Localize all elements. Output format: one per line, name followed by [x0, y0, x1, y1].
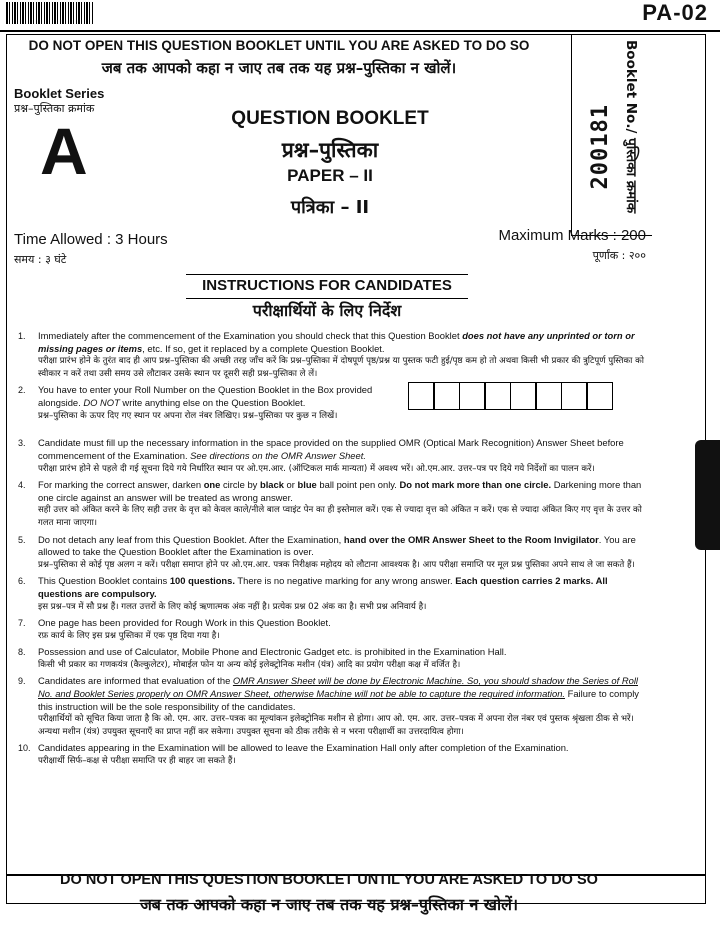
maximum-marks: Maximum Marks : 200 [498, 227, 646, 244]
roll-number-boxes[interactable] [409, 382, 613, 410]
item-number: 10. [18, 743, 31, 754]
instruction-item [14, 534, 646, 572]
item-text-hindi: प्रश्न–पुस्तिका से कोई पृष्ठ अलग न करें। परीक्षा समाप्त होने पर ओ.एम.आर. पत्रक निरीक्षक महोदय को लौटाना आवश्यक है। आप परीक्षा समाप्ति पर मूल प्रश्न पुस्तिका अपने साथ ले जा सकते हैं। [38, 559, 635, 570]
item-text: You have to enter your Roll Number on the Question Booklet in the Box provided alongside. DO NOT write anything else on the Question Booklet. [38, 384, 373, 408]
page-edge-tab [695, 440, 720, 550]
instruction-item [14, 617, 646, 642]
booklet-title-hindi: प्रश्न–पुस्तिका [281, 138, 379, 162]
instruction-item [14, 479, 646, 529]
top-divider [0, 30, 720, 32]
instruction-item [14, 575, 646, 613]
item-text-hindi: परीक्षार्थी सिर्फ–कक्ष से परीक्षा समाप्ति पर ही बाहर जा सकते हैं। [38, 756, 236, 767]
roll-digit-box[interactable] [510, 382, 537, 410]
banner-english: DO NOT OPEN THIS QUESTION BOOKLET UNTIL YOU ARE ASKED TO DO SO [28, 38, 530, 53]
paper-code: PA-02 [642, 0, 708, 25]
roll-digit-box[interactable] [484, 382, 511, 410]
item-number: 1. [18, 331, 26, 341]
instructions-heading-hindi: परीक्षार्थियों के लिए निर्देश [252, 301, 402, 320]
instructions-list [14, 330, 646, 772]
item-number: 9. [18, 676, 26, 687]
instruction-item [14, 330, 646, 380]
roll-digit-box[interactable] [535, 382, 562, 410]
item-number: 4. [18, 480, 26, 491]
item-text: One page has been provided for Rough Work in this Question Booklet. [38, 617, 331, 629]
item-text: This Question Booklet contains 100 questions. There is no negative marking for any wrong answer. Each question carries 2 marks. All questions are compulsory. [38, 575, 608, 599]
item-text-hindi: प्रश्न–पुस्तिका के ऊपर दिए गए स्थान पर अपना रोल नंबर लिखिए। प्रश्न–पुस्तिका पर कुछ न लिखें। [38, 410, 338, 421]
item-text: Possession and use of Calculator, Mobile Phone and Electronic Gadget etc. is prohibited in the Examination Hall. [38, 646, 507, 658]
instruction-item [14, 742, 646, 767]
instruction-item [14, 675, 646, 738]
item-number: 6. [18, 576, 26, 587]
item-text-hindi: रफ़ कार्य के लिए इस प्रश्न पुस्तिका में एक पृष्ठ दिया गया है। [38, 630, 220, 641]
item-number: 7. [18, 618, 26, 629]
item-text: For marking the correct answer, darken one circle by black or blue ball point pen only. Do not mark more than one circle. Darkening more than one circle against an answer will be treated as wrong answer. [38, 479, 642, 503]
time-allowed-hindi: समय : ३ घंटे [14, 253, 67, 266]
roll-digit-box[interactable] [433, 382, 460, 410]
item-text-hindi: इस प्रश्न–पत्र में सौ प्रश्न हैं। गलत उत्तरों के लिए कोई ऋणात्मक अंक नहीं है। प्रत्येक प्रश्न 02 अंक का है। सभी प्रश्न अनिवार्य है। [38, 601, 427, 612]
roll-digit-box[interactable] [408, 382, 435, 410]
instructions-heading: INSTRUCTIONS FOR CANDIDATES [186, 274, 468, 299]
maximum-marks-hindi: पूर्णांक : २०० [592, 249, 646, 262]
item-text-hindi: परीक्षार्थियों को सूचित किया जाता है कि ओ. एम. आर. उत्तर–पत्रक का मूल्यांकन इलेक्ट्रोनिक मशीन से होगा। आप ओ. एम. आर. उत्तर–पत्रक में अपना रोल नंबर एवं पुस्तक श्रृंखला ठीक से भरें। अन्यथा मशीन (यंत्र) उपयुक्त सूचनाएँ का प्राप्त नहीं कर सकेगा। उपयुक्त सूचना को ठीक तरीके से न भरना परीक्षार्थी का उत्तरदायित्व होगा। [38, 714, 634, 737]
booklet-number-label: Booklet No./ पुस्तिका क्रमांक [623, 40, 639, 214]
banner-hindi: जब तक आपको कहा न जाए तब तक यह प्रश्न–पुस्तिका न खोलें। [101, 59, 457, 77]
item-text: Candidates appearing in the Examination will be allowed to leave the Examination Hall only after completion of the Examination. [38, 742, 569, 754]
instruction-item [14, 646, 646, 671]
paper-label: PAPER – II [287, 166, 373, 185]
instruction-item [14, 437, 646, 475]
roll-digit-box[interactable] [586, 382, 613, 410]
paper-label-hindi: पत्रिका – II [290, 197, 370, 218]
item-text: Immediately after the commencement of the Examination you should check that this Question Booklet does not have any unprinted or torn or missing pages or items, etc. If so, get it replaced by a complete Question Booklet. [38, 330, 635, 354]
item-text-hindi: परीक्षा प्रारंभ होने से पहले दी गई सूचना दिये गये निर्धारित स्थान पर ओ.एम.आर. (ऑप्टिकल मार्क मान्यता) में अवश्य भरें। ओ.एम.आर. उत्तर–पत्र पर दिये गये निर्देशों का पालन करें। [38, 463, 595, 474]
item-text-hindi: किसी भी प्रकार का गणकयंत्र (कैल्कुलेटर), मोबाईल फोन या अन्य कोई इलेक्ट्रोनिक मशीन (यंत्र) आदि का प्रयोग परीक्षा कक्ष में वर्जित है। [38, 659, 461, 670]
booklet-series-label-hindi: प्रश्न–पुस्तिका क्रमांक [14, 102, 95, 115]
item-text: Candidates are informed that evaluation of the OMR Answer Sheet will be done by Electronic Machine. So, you should shadow the Series of Roll No. and Booklet Series properly on OMR Answer Sheet, otherwise Machine will not be able to capture the required information. Failure to comply this instruction will be the sole responsibility of the candidates. [38, 675, 639, 712]
item-text-hindi: सही उत्तर को अंकित करने के लिए सही उत्तर के वृत्त को केवल काले/नीले बाल प्वाइंट पेन का ही इस्तेमाल करें। एक से ज्यादा वृत्त को अंकित न करें। एक से ज्यादा अंकित किए गए वृत्त के उत्तर को गलत माना जाएगा। [38, 505, 642, 528]
booklet-series-letter: A [40, 114, 88, 188]
item-number: 5. [18, 534, 26, 545]
barcode [6, 2, 94, 24]
instruction-item [14, 384, 646, 433]
item-text-hindi: परीक्षा प्रारंभ होने के तुरंत बाद ही आप प्रश्न–पुस्तिका की अच्छी तरह जाँच करें कि प्रश्न–पुस्तिका में दोषपूर्ण पृष्ठ/प्रश्न या पुस्तक फटी हुई/पृष्ठ कम हो तो अथवा किसी भी प्रकार की त्रुटिपूर्ण पुस्तिका को स्वीकार न करें तथा उसी समय उसे लौटाकर उसके स्थान पर दूसरी सही प्रश्न–पुस्तिका ले लें। [38, 356, 644, 379]
footer-banner-hindi: जब तक आपको कहा न जाए तब तक यह प्रश्न–पुस्तिका न खोलें। [139, 895, 519, 914]
footer-banner-english: DO NOT OPEN THIS QUESTION BOOKLET UNTIL YOU ARE ASKED TO DO SO [60, 872, 598, 888]
roll-digit-box[interactable] [459, 382, 486, 410]
time-allowed: Time Allowed : 3 Hours [14, 231, 168, 248]
booklet-number-value: 200181 [588, 104, 613, 190]
item-number: 3. [18, 438, 26, 449]
item-number: 2. [18, 385, 26, 396]
item-number: 8. [18, 647, 26, 658]
booklet-title: QUESTION BOOKLET [231, 108, 429, 129]
roll-digit-box[interactable] [561, 382, 588, 410]
item-text: Candidate must fill up the necessary information in the space provided on the supplied OMR (Optical Mark Recognition) Answer Sheet before commencement of the Examination. See directions on the OMR Answer Sheet. [38, 437, 624, 461]
item-text: Do not detach any leaf from this Question Booklet. After the Examination, hand over the OMR Answer Sheet to the Room Invigilator. You are allowed to take the Question Booklet after the Examination is over. [38, 533, 636, 558]
booklet-series-label: Booklet Series [14, 86, 105, 101]
booklet-number-box [571, 34, 652, 236]
